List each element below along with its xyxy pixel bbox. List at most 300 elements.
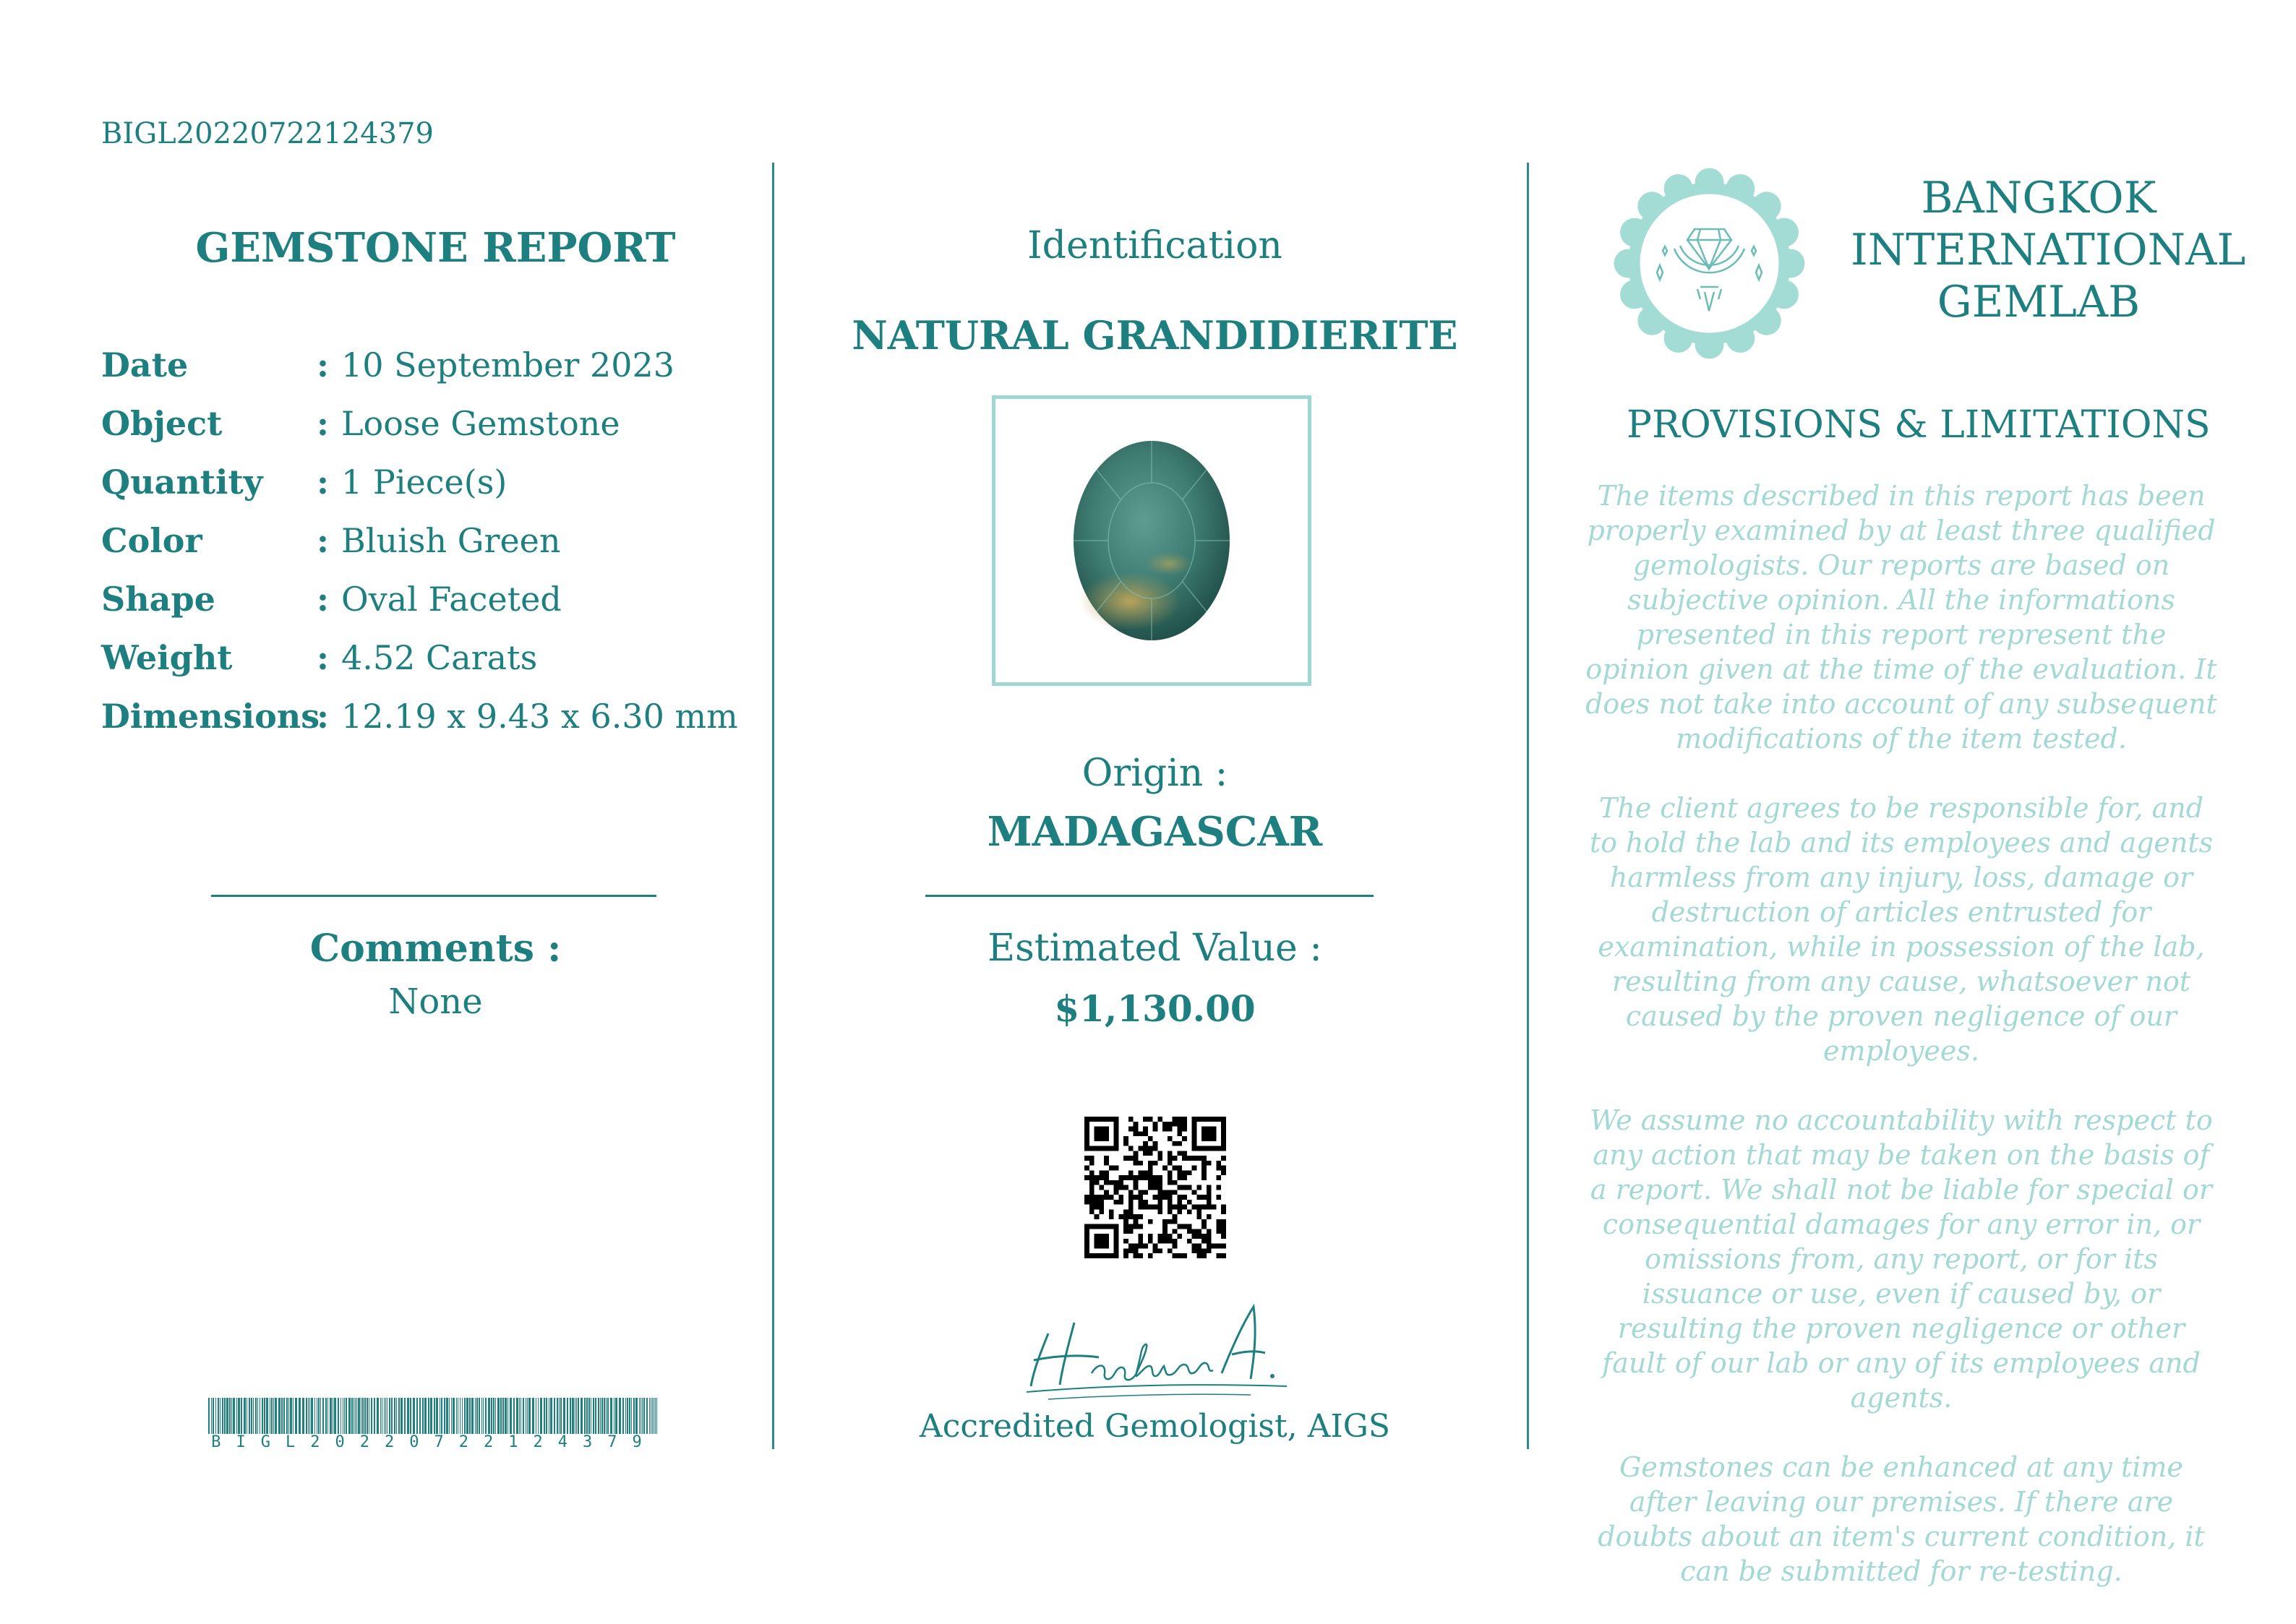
qr-module	[1192, 1166, 1197, 1171]
qr-module	[1192, 1146, 1197, 1151]
barcode-bar	[306, 1398, 307, 1434]
qr-module	[1148, 1161, 1153, 1166]
qr-module	[1104, 1170, 1109, 1175]
barcode-bar	[231, 1398, 232, 1434]
qr-module	[1104, 1127, 1109, 1132]
barcode-bar	[262, 1398, 263, 1434]
barcode-bar	[595, 1398, 596, 1434]
provisions-text	[1583, 478, 2219, 1623]
seal-scallop	[1695, 168, 1724, 197]
barcode-bar	[449, 1398, 450, 1434]
qr-module	[1177, 1170, 1182, 1175]
qr-module	[1095, 1214, 1100, 1219]
qr-module	[1201, 1234, 1207, 1239]
qr-module	[1182, 1127, 1187, 1132]
barcode-bar	[309, 1398, 310, 1434]
barcode-bar	[299, 1398, 301, 1434]
qr-module	[1173, 1166, 1178, 1171]
qr-module	[1221, 1229, 1226, 1234]
qr-module	[1143, 1170, 1148, 1175]
barcode-bar	[453, 1398, 455, 1434]
qr-module	[1196, 1244, 1201, 1249]
qr-module	[1109, 1214, 1114, 1219]
qr-module	[1168, 1151, 1173, 1156]
qr-module	[1201, 1195, 1207, 1200]
qr-module	[1162, 1190, 1168, 1195]
qr-module	[1173, 1239, 1178, 1244]
qr-module	[1177, 1224, 1182, 1229]
detail-colon: :	[317, 345, 329, 384]
barcode-bar	[371, 1398, 372, 1434]
barcode-bar	[559, 1398, 560, 1434]
barcode-bar	[576, 1398, 577, 1434]
qr-module	[1201, 1161, 1207, 1166]
qr-module	[1099, 1146, 1104, 1151]
qr-module	[1148, 1239, 1153, 1244]
qr-module	[1095, 1253, 1100, 1258]
qr-module	[1084, 1127, 1089, 1132]
qr-module	[1134, 1156, 1139, 1161]
qr-module	[1192, 1131, 1197, 1136]
qr-module	[1134, 1127, 1139, 1132]
qr-module	[1099, 1200, 1104, 1205]
qr-module	[1114, 1200, 1119, 1205]
barcode-bar	[404, 1398, 406, 1434]
barcode-bar	[500, 1398, 502, 1434]
qr-module	[1153, 1161, 1158, 1166]
barcode-bar	[488, 1398, 490, 1434]
barcode-bar	[266, 1398, 268, 1434]
barcode-bar	[255, 1398, 257, 1434]
qr-module	[1138, 1131, 1143, 1136]
qr-module	[1148, 1175, 1153, 1180]
qr-module	[1196, 1248, 1201, 1253]
barcode-bar	[604, 1398, 605, 1434]
qr-module	[1089, 1156, 1095, 1161]
qr-module	[1148, 1170, 1153, 1175]
qr-module	[1109, 1146, 1114, 1151]
barcode-bar	[407, 1398, 409, 1434]
barcode-bar	[505, 1398, 507, 1434]
qr-module	[1114, 1224, 1119, 1229]
qr-module	[1104, 1195, 1109, 1200]
qr-module	[1221, 1166, 1226, 1171]
barcode-bar	[495, 1398, 496, 1434]
qr-module	[1216, 1146, 1221, 1151]
barcode-bar	[527, 1398, 528, 1434]
barcode-bar	[410, 1398, 411, 1434]
qr-module	[1089, 1205, 1095, 1210]
qr-module	[1104, 1117, 1109, 1122]
qr-module	[1143, 1146, 1148, 1151]
barcode-bar	[466, 1398, 468, 1434]
qr-module	[1123, 1209, 1128, 1214]
qr-module	[1104, 1234, 1109, 1239]
qr-module	[1216, 1224, 1221, 1229]
barcode-bar	[229, 1398, 231, 1434]
qr-module	[1128, 1117, 1134, 1122]
barcode-bar	[340, 1398, 341, 1434]
comments-rule	[211, 895, 656, 897]
provision-paragraph: Gemstones can be enhanced at any time after leaving our premises. If there are doubts about an item's current condition, it can be submitted for re-testing.	[1598, 1451, 2205, 1587]
qr-module	[1182, 1170, 1187, 1175]
qr-module	[1173, 1190, 1178, 1195]
qr-module	[1201, 1175, 1207, 1180]
qr-module	[1128, 1195, 1134, 1200]
qr-module	[1216, 1117, 1221, 1122]
barcode-bar	[288, 1398, 289, 1434]
qr-module	[1128, 1244, 1134, 1249]
qr-module	[1128, 1175, 1134, 1180]
barcode-bar	[396, 1398, 397, 1434]
barcode-bar	[469, 1398, 471, 1434]
qr-module	[1099, 1127, 1104, 1132]
qr-module	[1201, 1205, 1207, 1210]
barcode-bar	[523, 1398, 524, 1434]
qr-module	[1138, 1195, 1143, 1200]
qr-module	[1114, 1122, 1119, 1127]
qr-module	[1157, 1248, 1162, 1253]
qr-module	[1182, 1156, 1187, 1161]
qr-module	[1157, 1180, 1162, 1185]
qr-module	[1207, 1214, 1212, 1219]
qr-module	[1212, 1127, 1217, 1132]
barcode-bar	[394, 1398, 395, 1434]
detail-value: Loose Gemstone	[341, 404, 620, 443]
qr-module	[1148, 1185, 1153, 1190]
detail-label: Dimensions	[101, 697, 320, 736]
qr-module	[1173, 1156, 1178, 1161]
qr-module	[1148, 1234, 1153, 1239]
qr-module	[1134, 1214, 1139, 1219]
qr-module	[1221, 1146, 1226, 1151]
qr-module	[1201, 1239, 1207, 1244]
barcode-bar	[588, 1398, 590, 1434]
barcode-bar	[318, 1398, 320, 1434]
qr-module	[1196, 1253, 1201, 1258]
qr-module	[1123, 1214, 1128, 1219]
qr-module	[1084, 1175, 1089, 1180]
qr-module	[1157, 1209, 1162, 1214]
qr-module	[1207, 1117, 1212, 1122]
barcode-bar	[367, 1398, 368, 1434]
qr-module	[1114, 1229, 1119, 1234]
barcode-bar	[544, 1398, 545, 1434]
qr-module	[1114, 1253, 1119, 1258]
qr-module	[1099, 1185, 1104, 1190]
qr-module	[1157, 1151, 1162, 1156]
qr-module	[1128, 1209, 1134, 1214]
qr-module	[1168, 1170, 1173, 1175]
qr-module	[1187, 1229, 1192, 1234]
qr-module	[1221, 1234, 1226, 1239]
qr-module	[1168, 1156, 1173, 1161]
qr-module	[1187, 1239, 1192, 1244]
qr-module	[1089, 1180, 1095, 1185]
provision-paragraph: The client agrees to be responsible for, and to hold the lab and its employees and agents harmless from any injury, loss, damage or destruction of articles entrusted for examination, while in possession of the lab, resulting from any cause, whatsoever not caused by the proven negligence of our employees.	[1589, 792, 2214, 1067]
barcode-bar	[464, 1398, 466, 1434]
qr-module	[1148, 1253, 1153, 1258]
qr-module	[1192, 1136, 1197, 1141]
qr-module	[1177, 1185, 1182, 1190]
qr-module	[1207, 1185, 1212, 1190]
qr-module	[1177, 1200, 1182, 1205]
qr-module	[1095, 1175, 1100, 1180]
gemstone-image	[995, 399, 1308, 682]
qr-module	[1173, 1205, 1178, 1210]
barcode-bar	[600, 1398, 601, 1434]
provision-paragraph: We assume no accountability with respect to any action that may be taken on the basis of a report. We shall not be liable for special or consequential damages for any error in, or omissions from, any report, or for its issuance or use, even if caused by, or resulting the proven negligence or other fault of our lab or any of its employees and agents.	[1590, 1104, 2213, 1414]
barcode-bar	[428, 1398, 429, 1434]
qr-module	[1196, 1234, 1201, 1239]
qr-module	[1138, 1253, 1143, 1258]
qr-module	[1104, 1244, 1109, 1249]
qr-module	[1123, 1141, 1128, 1146]
qr-module	[1207, 1161, 1212, 1166]
qr-module	[1084, 1122, 1089, 1127]
barcode-bar	[422, 1398, 424, 1434]
barcode-bar	[355, 1398, 356, 1434]
detail-value: Bluish Green	[341, 521, 561, 560]
barcode-bar	[325, 1398, 327, 1434]
barcode-bar	[211, 1398, 212, 1434]
qr-module	[1221, 1141, 1226, 1146]
identification-value: NATURAL GRANDIDIERITE	[852, 312, 1458, 358]
qr-module	[1143, 1244, 1148, 1249]
qr-module	[1095, 1244, 1100, 1249]
barcode-bar	[485, 1398, 487, 1434]
qr-module	[1109, 1253, 1114, 1258]
barcode-bar	[483, 1398, 484, 1434]
barcode-bar	[646, 1398, 648, 1434]
qr-module	[1109, 1224, 1114, 1229]
qr-module	[1099, 1209, 1104, 1214]
qr-module	[1153, 1141, 1158, 1146]
qr-module	[1177, 1195, 1182, 1200]
qr-module	[1162, 1219, 1168, 1224]
qr-module	[1182, 1117, 1187, 1122]
qr-module	[1148, 1219, 1153, 1224]
qr-module	[1192, 1234, 1197, 1239]
barcode-bar	[424, 1398, 427, 1434]
qr-module	[1196, 1146, 1201, 1151]
barcode-bar	[215, 1398, 216, 1434]
qr-module	[1095, 1200, 1100, 1205]
detail-colon: :	[317, 580, 329, 619]
qr-module	[1138, 1239, 1143, 1244]
qr-module	[1201, 1117, 1207, 1122]
qr-module	[1192, 1229, 1197, 1234]
barcode-bar	[308, 1398, 309, 1434]
qr-module	[1162, 1127, 1168, 1132]
qr-module	[1084, 1131, 1089, 1136]
qr-module	[1134, 1180, 1139, 1185]
qr-module	[1177, 1151, 1182, 1156]
qr-module	[1114, 1180, 1119, 1185]
barcode-bar	[642, 1398, 643, 1434]
gemologist-title: Accredited Gemologist, AIGS	[919, 1408, 1391, 1445]
qr-module	[1089, 1200, 1095, 1205]
divider-left	[772, 163, 774, 1449]
barcode-bar	[572, 1398, 574, 1434]
qr-module	[1099, 1136, 1104, 1141]
qr-module	[1196, 1209, 1201, 1214]
barcode-bar	[462, 1398, 463, 1434]
barcode-bar	[314, 1398, 315, 1434]
barcode-bar	[625, 1398, 626, 1434]
qr-module	[1148, 1146, 1153, 1151]
qr-module	[1134, 1253, 1139, 1258]
qr-module	[1143, 1117, 1148, 1122]
qr-module	[1168, 1127, 1173, 1132]
qr-module	[1104, 1175, 1109, 1180]
qr-module	[1138, 1234, 1143, 1239]
qr-module	[1177, 1141, 1182, 1146]
qr-module	[1143, 1127, 1148, 1132]
barcode-bar	[550, 1398, 552, 1434]
qr-module	[1128, 1200, 1134, 1205]
qr-module	[1221, 1136, 1226, 1141]
detail-colon: :	[317, 521, 329, 560]
seal-scallop	[1614, 249, 1643, 278]
qr-module	[1099, 1175, 1104, 1180]
qr-module	[1084, 1253, 1089, 1258]
barcode-bar	[419, 1398, 421, 1434]
qr-module	[1192, 1122, 1197, 1127]
qr-module	[1089, 1185, 1095, 1190]
qr-module	[1118, 1185, 1123, 1190]
qr-module	[1207, 1229, 1212, 1234]
qr-module	[1134, 1122, 1139, 1127]
qr-module	[1212, 1131, 1217, 1136]
barcode-bar	[610, 1398, 612, 1434]
qr-module	[1138, 1224, 1143, 1229]
barcode-bar	[327, 1398, 328, 1434]
qr-module	[1182, 1136, 1187, 1141]
barcode-bar	[253, 1398, 254, 1434]
qr-module	[1162, 1234, 1168, 1239]
qr-module	[1084, 1166, 1089, 1171]
qr-module	[1162, 1224, 1168, 1229]
qr-module	[1168, 1239, 1173, 1244]
lab-name-line: GEMLAB	[1937, 277, 2141, 327]
qr-module	[1157, 1200, 1162, 1205]
qr-module	[1157, 1239, 1162, 1244]
qr-module	[1207, 1205, 1212, 1210]
qr-module	[1095, 1127, 1100, 1132]
qr-module	[1089, 1253, 1095, 1258]
qr-module	[1138, 1200, 1143, 1205]
qr-module	[1095, 1239, 1100, 1244]
barcode-bar	[475, 1398, 476, 1434]
qr-module	[1089, 1117, 1095, 1122]
barcode-bar	[567, 1398, 568, 1434]
barcode-bar	[302, 1398, 304, 1434]
qr-module	[1138, 1205, 1143, 1210]
qr-module	[1138, 1170, 1143, 1175]
barcode-bar	[622, 1398, 624, 1434]
barcode-bar	[271, 1398, 273, 1434]
qr-module	[1089, 1146, 1095, 1151]
lab-name-line: BANGKOK	[1921, 173, 2156, 223]
barcode-bar	[281, 1398, 283, 1434]
detail-value: 4.52 Carats	[341, 638, 538, 677]
qr-module	[1134, 1175, 1139, 1180]
qr-module	[1162, 1239, 1168, 1244]
qr-module	[1192, 1141, 1197, 1146]
origin-value: MADAGASCAR	[987, 808, 1323, 856]
qr-module	[1177, 1209, 1182, 1214]
qr-module	[1157, 1234, 1162, 1239]
qr-module	[1168, 1175, 1173, 1180]
qr-module	[1099, 1253, 1104, 1258]
barcode-bar	[416, 1398, 418, 1434]
detail-label: Object	[101, 404, 223, 443]
qr-module	[1143, 1200, 1148, 1205]
barcode-bar	[631, 1398, 632, 1434]
qr-module	[1177, 1127, 1182, 1132]
barcode-bar	[344, 1398, 345, 1434]
qr-module	[1207, 1127, 1212, 1132]
qr-module	[1173, 1122, 1178, 1127]
barcode-bar	[635, 1398, 638, 1434]
report-title: GEMSTONE REPORT	[195, 224, 676, 272]
comments-value: None	[388, 981, 483, 1022]
qr-module	[1157, 1175, 1162, 1180]
qr-module	[1095, 1205, 1100, 1210]
qr-module	[1216, 1161, 1221, 1166]
qr-module	[1168, 1219, 1173, 1224]
barcode-bar	[563, 1398, 565, 1434]
qr-module	[1134, 1248, 1139, 1253]
qr-module	[1104, 1239, 1109, 1244]
barcode-bar	[451, 1398, 452, 1434]
qr-module	[1182, 1224, 1187, 1229]
qr-module	[1128, 1229, 1134, 1234]
barcode-bar	[290, 1398, 292, 1434]
qr-module	[1201, 1166, 1207, 1171]
qr-module	[1201, 1253, 1207, 1258]
detail-value: 10 September 2023	[341, 345, 675, 384]
estimated-value: $1,130.00	[1054, 987, 1256, 1030]
qr-module	[1084, 1200, 1089, 1205]
qr-module	[1207, 1131, 1212, 1136]
detail-label: Quantity	[101, 463, 263, 502]
barcode-bar	[283, 1398, 285, 1434]
barcode-bar	[244, 1398, 246, 1434]
qr-module	[1114, 1248, 1119, 1253]
qr-module	[1173, 1214, 1178, 1219]
detail-value: Oval Faceted	[341, 580, 562, 619]
qr-module	[1201, 1248, 1207, 1253]
qr-module	[1182, 1175, 1187, 1180]
qr-module	[1168, 1180, 1173, 1185]
qr-module	[1089, 1175, 1095, 1180]
qr-module	[1118, 1175, 1123, 1180]
barcode-bar	[374, 1398, 375, 1434]
barcode-bar	[338, 1398, 339, 1434]
qr-module	[1153, 1185, 1158, 1190]
qr-module	[1114, 1127, 1119, 1132]
barcode-bar	[358, 1398, 360, 1434]
qr-module	[1177, 1122, 1182, 1127]
qr-module	[1114, 1185, 1119, 1190]
qr-module	[1182, 1253, 1187, 1258]
qr-module	[1207, 1195, 1212, 1200]
qr-module	[1216, 1244, 1221, 1249]
qr-module	[1148, 1117, 1153, 1122]
lab-name	[1851, 172, 2246, 328]
